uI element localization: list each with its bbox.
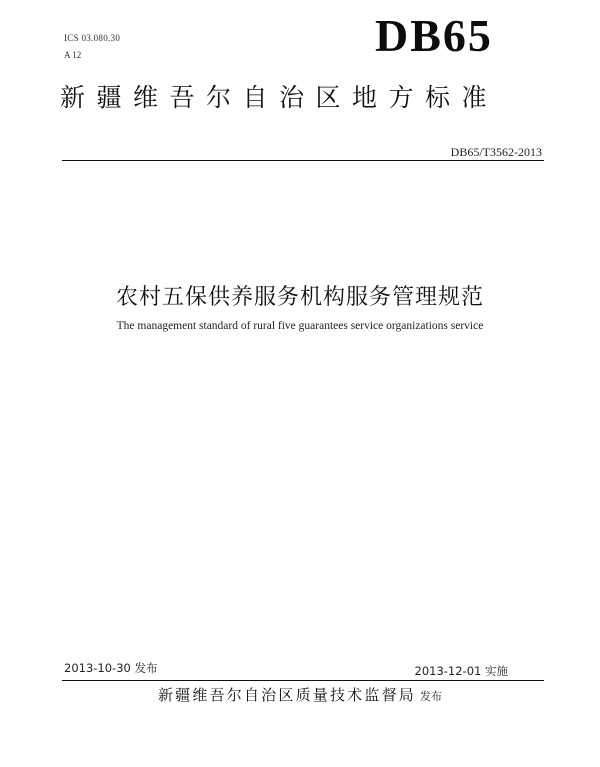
standard-type-heading: 新疆维吾尔自治区地方标准 [60,83,499,112]
ics-code: ICS 03.080.30 [64,33,121,43]
standard-number: DB65/T3562-2013 [450,145,542,159]
header-divider [62,160,544,161]
ccs-code: A 12 [64,50,82,60]
publisher-action: 发布 [420,690,442,703]
implementation-date: 2013-12-01 实施 [414,664,508,678]
publisher-name: 新疆维吾尔自治区质量技术监督局 [157,686,416,704]
document-title-english: The management standard of rural five guarantees service organizations service [116,320,484,332]
document-title-chinese: 农村五保供养服务机构服务管理规范 [115,285,484,310]
standard-logo: DB65 [375,10,493,61]
publisher-line [0,684,600,708]
issue-date: 2013-10-30 发布 [64,661,158,675]
footer-divider [62,680,544,681]
